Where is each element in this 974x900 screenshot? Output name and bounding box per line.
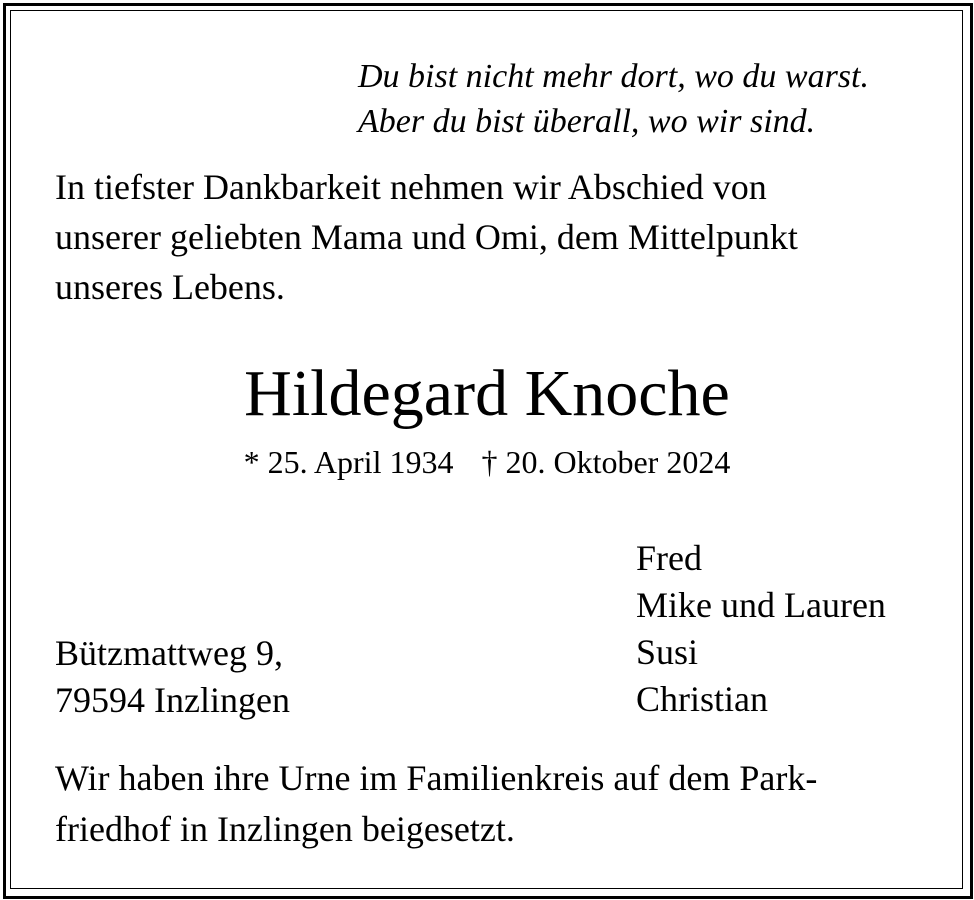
- closing-line-1: Wir haben ihre Urne im Familienkreis auf dem Park-: [55, 758, 818, 798]
- closing-line-2: friedhof in Inzlingen beigesetzt.: [55, 809, 515, 849]
- motto-line-1: Du bist nicht mehr dort, wo du warst.: [358, 58, 869, 95]
- intro-line-3: unseres Lebens.: [55, 267, 285, 307]
- motto-line-2: Aber du bist überall, wo wir sind.: [358, 103, 816, 140]
- intro-line-2: unserer geliebten Mama und Omi, dem Mittelpunkt: [55, 217, 798, 257]
- deceased-name: Hildegard Knoche: [244, 357, 730, 430]
- motto-quote: [358, 54, 958, 144]
- intro-text: [55, 162, 935, 312]
- address-street: Bützmattweg 9,: [55, 633, 283, 673]
- address-block: [55, 630, 555, 724]
- family-member: Mike und Lauren: [636, 585, 886, 625]
- family-member: Christian: [636, 679, 768, 719]
- closing-text: [55, 753, 935, 855]
- address-city: 79594 Inzlingen: [55, 680, 290, 720]
- life-dates: [0, 440, 974, 484]
- death-date: † 20. Oktober 2024: [481, 444, 731, 480]
- family-member: Fred: [636, 538, 702, 578]
- birth-date: * 25. April 1934: [243, 444, 454, 480]
- family-list: [636, 535, 956, 723]
- intro-line-1: In tiefster Dankbarkeit nehmen wir Abschied von: [55, 167, 767, 207]
- family-member: Susi: [636, 632, 699, 672]
